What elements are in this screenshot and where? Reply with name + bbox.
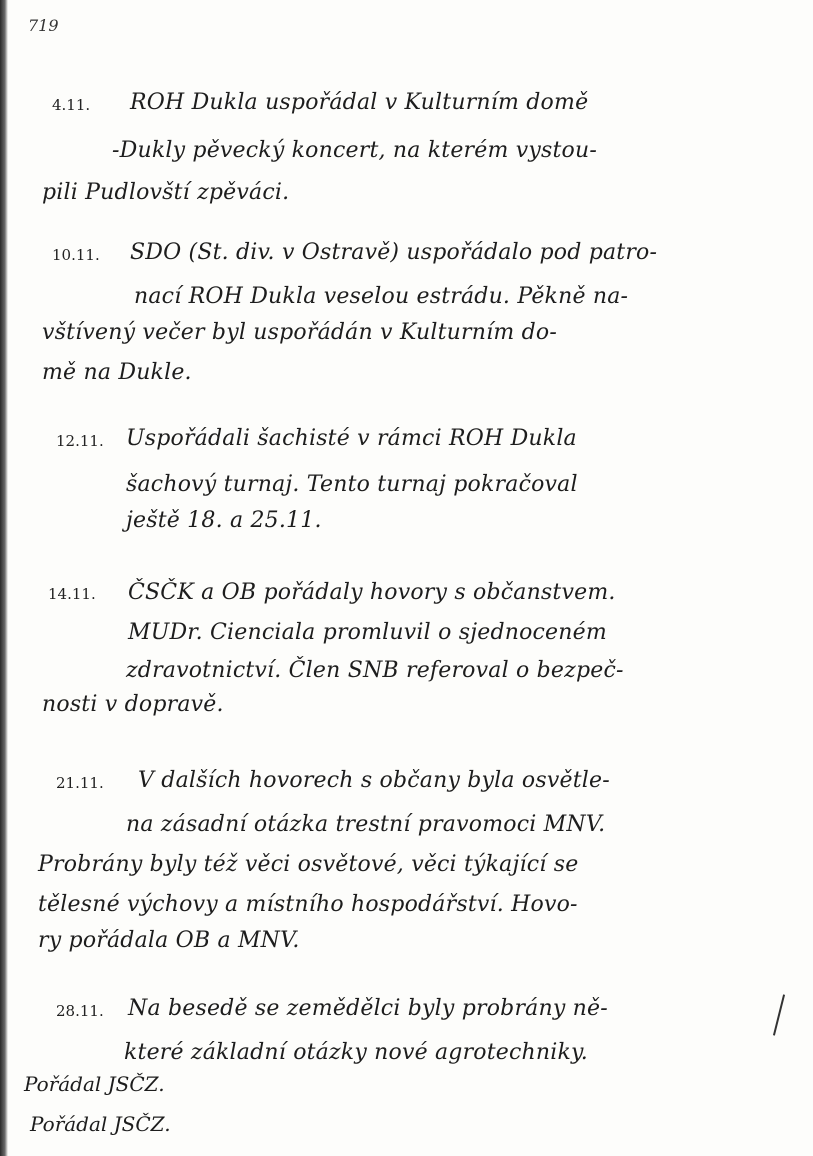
entry-line: MUDr. Cienciala promluvil o sjednoceném <box>128 620 607 645</box>
page-number: 719 <box>28 16 59 35</box>
footer-line: Pořádal JSČZ. <box>30 1112 171 1136</box>
entry-line: Probrány byly též věci osvětové, věci týkající se <box>38 852 579 877</box>
entry-line: vštívený večer byl uspořádán v Kulturním do- <box>42 320 557 345</box>
entry-line: Uspořádali šachisté v rámci ROH Dukla <box>126 426 577 451</box>
margin-mark <box>773 994 785 1035</box>
footer-line: Pořádal JSČZ. <box>24 1072 165 1096</box>
entry-line: nací ROH Dukla veselou estrádu. Pěkně na- <box>134 284 629 309</box>
entry-date: 12.11. <box>56 432 104 450</box>
entry-line: které základní otázky nové agrotechniky. <box>124 1040 588 1065</box>
entry-line: ještě 18. a 25.11. <box>126 508 322 533</box>
entry-line: V dalších hovorech s občany byla osvětle- <box>138 768 610 793</box>
entry-line: tělesné výchovy a místního hospodářství. Hovo- <box>38 892 578 917</box>
entry-line: na zásadní otázka trestní pravomoci MNV. <box>126 812 606 837</box>
entry-line: ČSČK a OB pořádaly hovory s občanstvem. <box>128 580 616 605</box>
entry-line: ry pořádala OB a MNV. <box>38 928 300 953</box>
entry-line: šachový turnaj. Tento turnaj pokračoval <box>126 472 578 497</box>
entry-line: -Dukly pěvecký koncert, na kterém vystou- <box>112 138 597 163</box>
entry-date: 28.11. <box>56 1002 104 1020</box>
entry-date: 4.11. <box>52 96 91 114</box>
entry-line: Na besedě se zemědělci byly probrány ně- <box>128 996 608 1021</box>
entry-line: SDO (St. div. v Ostravě) uspořádalo pod patro- <box>130 240 658 265</box>
entry-date: 10.11. <box>52 246 100 264</box>
entry-line: mě na Dukle. <box>42 360 192 385</box>
entry-line: nosti v dopravě. <box>42 692 224 717</box>
entry-line: zdravotnictví. Člen SNB referoval o bezpeč- <box>126 658 624 683</box>
entry-date: 21.11. <box>56 774 104 792</box>
entry-date: 14.11. <box>48 585 96 603</box>
binding-edge <box>0 0 8 1156</box>
entry-line: pili Pudlovští zpěváci. <box>42 180 290 205</box>
entry-line: ROH Dukla uspořádal v Kulturním domě <box>130 90 589 115</box>
